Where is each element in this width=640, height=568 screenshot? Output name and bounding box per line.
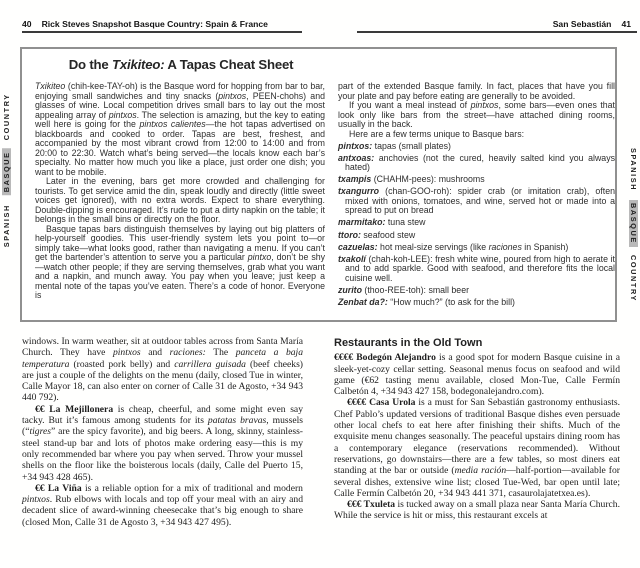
listing-la-mejillonera: €€ La Mejillonera is cheap, cheerful, and some might even say tacky. But it’s famous among students for its patatas bravas, mussels (“tigres” are the spicy favorite), and big beers. A long, skinny, stainless-steel stand-up bar and lots of photos make ordering easy—this is my only recommended bar where you pay when served. Throw your mussel shells on the floor like the boisterous locals (daily, Calle del Puerto 15, +34 943 428 465). xyxy=(22,403,303,483)
book-title: Rick Steves Snapshot Basque Country: Spain & France xyxy=(41,19,268,29)
section-heading-restaurants-old-town: Restaurants in the Old Town xyxy=(334,337,483,349)
tab-segment-basque-highlight: BASQUE xyxy=(2,149,11,196)
page-40-body-column xyxy=(22,336,303,528)
sidebar-tab-left xyxy=(2,93,11,247)
page-41-body-column xyxy=(334,338,620,522)
term-item: ttoro: seafood stew xyxy=(338,229,416,240)
cheat-sheet-paragraph: Here are a few terms unique to Basque bars: xyxy=(349,128,525,139)
cheat-sheet-paragraph: Later in the evening, bars get more crowded and challenging for tourists. To get service amid the din, speak loudly and directly (little sweet voices get ignored), with no extra words. Expect to share everything. Double-dipping is encouraged. It’s rude to put a dirty napkin on the table; it belongs in the small bins or directly on the floor. xyxy=(35,176,325,224)
page-number-right: 41 xyxy=(621,19,631,29)
term-item: Zenbat da?: “How much?” (to ask for the bill) xyxy=(338,296,515,307)
term-item: cazuelas: hot meal-size servings (like raciones in Spanish) xyxy=(338,241,569,252)
listing-txuleta: €€€ Txuleta is tucked away on a small plaza near Santa María Church. While the service is hit or miss, this restaurant excels at xyxy=(334,499,621,522)
cheat-sheet-title: Do the Txikiteo: A Tapas Cheat Sheet xyxy=(68,57,294,72)
section-title: San Sebastián xyxy=(552,19,612,29)
header-rule-right xyxy=(357,31,637,33)
running-head-left xyxy=(22,19,268,29)
header-rule-left xyxy=(22,31,302,33)
tab-segment-spanish: SPANISH xyxy=(2,204,11,248)
listing-casa-urola: €€€€ Casa Urola is a must for San Sebastián gastronomy enthusiasts. Chef Pablo’s updated versions of traditional Basque dishes even persuade other local chefs to eat here after finishing their shifts. Much of the exquisite menu changes seasonally. The peaceful upstairs dining room has a contemporary elegance (reservations recommended). Without reservations, go downstairs—there are a few tables, so most diners eat standing at the bar or outside (media ración—half-portion—available for several dishes, extensive wine list; closed Tue-Wed, bar open until late; Calle Fermín Calbetón 20, +34 943 441 371, casaurolajatetxea.es). xyxy=(334,397,620,499)
cheat-sheet-paragraph: Txikiteo (chih-kee-TAY-oh) is the Basque word for hopping from bar to bar, enjoying small sandwiches and tiny snacks (pintxos, PEEN-chohs) and glasses of wine. Local competition drives small bars to lay out the most appealing array of pintxos. The selection is amazing, but the key to eating well here is going for the pintxos calientes—the hot tapas advertised on blackboards and cooked to order. Tapas are best, freshest, and accompanied by the most vibrant crowd from 12:00 to 14:00 and from 20:00 to 22:30. Watch what’s being served—the locals know each bar’s specialty. No matter how much you like a place, just order one dish; you want to be mobile. xyxy=(35,81,325,177)
sidebar-tab-right xyxy=(629,148,638,302)
tab-segment-spanish: SPANISH xyxy=(629,148,638,192)
tapas-cheat-sheet-box xyxy=(20,47,617,322)
listing-bodegon-alejandro: €€€€ Bodegón Alejandro is a good spot for modern Basque cuisine in a sleek-yet-cozy cellar setting. Seasonal menus focus on seafood and wild game (€62 tasting menu available, closed Mon-Tue, Calle Fermín Calbetón 4, +34 943 427 158, bodegonalejandro.com). xyxy=(334,352,620,398)
paragraph: windows. In warm weather, sit at outdoor tables across from Santa María Church. They have pintxos and raciones: The panceta a baja temperatura (roasted pork belly) and carrillera guisada (beef cheeks) are just a couple of the delights on the menu (daily, closed Tue in winter, Calle Mayor 18, can also enter on corner of Calle 31 de Agosto, +34 943 440 792). xyxy=(22,336,304,404)
cheat-sheet-right-column xyxy=(338,82,615,307)
cheat-sheet-left-column xyxy=(35,82,325,301)
cheat-sheet-paragraph: part of the extended Basque family. In fact, places that have you fill your plate and pay before eating are generally to be avoided. xyxy=(338,81,615,101)
term-item: pintxos: tapas (small plates) xyxy=(338,140,451,151)
term-item: marmitako: tuna stew xyxy=(338,217,426,228)
term-item: txampis (CHAHM-pees): mushrooms xyxy=(338,174,485,185)
tab-segment-country: COUNTRY xyxy=(629,255,638,303)
term-item: txakolí (chah-koh-LEE): fresh white wine, poured from high to aerate it and to add sparkle. Good with seafood, and therefore fits the local cuisine well. xyxy=(338,253,615,283)
listing-la-vina: €€ La Viña is a reliable option for a mix of traditional and modern pintxos. Rub elbows with locals and top off your meal with an airy and decadent slice of award-winning cheesecake that’s big enough to share (closed Mon, Calle 31 de Agosto 3, +34 943 427 495). xyxy=(22,482,303,528)
page-number-left: 40 xyxy=(22,19,32,29)
tab-segment-country: COUNTRY xyxy=(2,93,11,141)
tab-segment-basque-highlight: BASQUE xyxy=(629,200,638,247)
term-item: zurito (thoo-REE-toh): small beer xyxy=(338,284,470,295)
cheat-sheet-paragraph: Basque tapas bars distinguish themselves by laying out big platters of help-yourself goodies. This user-friendly system lets you point to—or simply take—what looks good, rather than navigating a menu. If you can’t get the bartender’s attention to serve you a particular pintxo, don’t be shy—watch other people; if they are serving themselves, grab what you want and a napkin, and munch away. You pay when you leave; just keep a mental note of the tapas you’ve eaten. There’s a code of honor. Everyone is xyxy=(35,223,326,300)
term-item: antxoas: anchovies (not the cured, heavily salted kind you always hated) xyxy=(338,152,615,173)
running-head-right xyxy=(553,19,631,29)
cheat-sheet-paragraph: If you want a meal instead of pintxos, some bars—even ones that look only like bars from the street—have attached dining rooms, usually in the back. xyxy=(338,100,615,129)
term-item: txangurro (chan-GOO-roh): spider crab (or imitation crab), often mixed with onions, tomatoes, and wine, served hot or made into a spread to put on bread xyxy=(338,186,615,216)
